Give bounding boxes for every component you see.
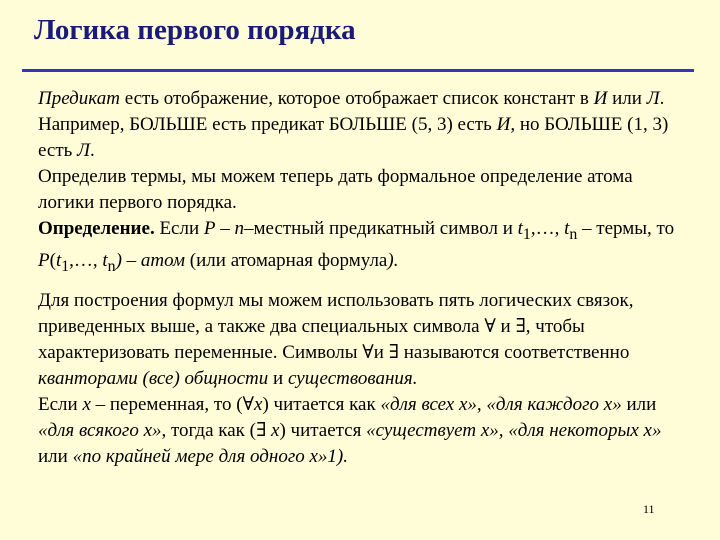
quote-exists: «по крайней мере для одного х»1). bbox=[72, 445, 349, 467]
exists-symbol: ∃ bbox=[255, 419, 267, 441]
math-sub: 1 bbox=[61, 257, 70, 275]
math-var: х bbox=[266, 419, 280, 441]
forall-symbol: ∀ bbox=[242, 393, 254, 415]
text-span: ). bbox=[387, 249, 399, 271]
math-var: t bbox=[564, 218, 570, 239]
term-atom: ) – атом bbox=[115, 249, 186, 271]
text-span: – bbox=[215, 218, 235, 239]
text-span: , тогда как ( bbox=[161, 419, 256, 441]
exists-symbol: ∃ bbox=[515, 315, 526, 337]
text-span: ) читается bbox=[279, 419, 367, 441]
forall-symbol: ∀ bbox=[484, 315, 496, 337]
value-false: Л bbox=[77, 140, 90, 161]
text-span: . bbox=[659, 88, 665, 109]
term-universal: кванторами (все) общности bbox=[38, 367, 269, 389]
text-span: Если bbox=[154, 218, 204, 239]
text-span: Если bbox=[38, 393, 83, 415]
term-predicate: Предикат bbox=[38, 88, 120, 109]
text-span: , чтобы характеризовать переменные. Символы bbox=[38, 315, 585, 363]
paragraph-predicate bbox=[38, 86, 684, 112]
term-existential: существования bbox=[287, 367, 413, 389]
definition-label: Определение. bbox=[38, 218, 155, 239]
text-span: – термы, то bbox=[577, 218, 675, 239]
quote-forall: «для всякого х» bbox=[38, 419, 162, 441]
math-var: n bbox=[234, 218, 245, 239]
slide-body bbox=[38, 86, 684, 470]
math-var: х bbox=[82, 393, 91, 415]
value-true: И bbox=[593, 88, 608, 109]
math-var: х bbox=[254, 393, 263, 415]
slide-title: Логика первого порядка bbox=[34, 14, 356, 46]
text-span: – переменная, то ( bbox=[90, 393, 243, 415]
paragraph-definition bbox=[38, 216, 684, 280]
text-span: ,…, bbox=[530, 218, 565, 239]
text-span: Для построения формул мы можем использовать пять логических связок, приведенных выше, а также два специальных символа bbox=[38, 289, 634, 337]
paragraph-quantifiers bbox=[38, 288, 684, 392]
text-span: и bbox=[268, 367, 288, 389]
math-sub: n bbox=[107, 257, 116, 275]
text-span: называются соответственно bbox=[398, 341, 630, 363]
page-number: 11 bbox=[643, 502, 655, 516]
text-span: (или атомарная формула bbox=[185, 249, 388, 271]
text-span: или bbox=[621, 393, 657, 415]
text-span: и bbox=[495, 315, 516, 337]
forall-symbol: ∀ bbox=[362, 341, 374, 363]
math-var: t bbox=[102, 249, 108, 271]
math-sub: n bbox=[569, 225, 578, 243]
paragraph-example bbox=[38, 112, 684, 164]
text-span: –местный предикатный символ и bbox=[244, 218, 518, 239]
text-span: и bbox=[373, 341, 389, 363]
paragraph-terms: Определив термы, мы можем теперь дать формальное определение атома логики первого порядка. bbox=[38, 166, 633, 213]
quote-exists: «существует х», «для некоторых х» bbox=[366, 419, 662, 441]
text-span: или bbox=[38, 445, 73, 467]
math-var: P bbox=[38, 249, 50, 271]
math-var: t bbox=[55, 249, 62, 271]
text-span: ( bbox=[49, 249, 56, 271]
paragraph-gap bbox=[38, 280, 684, 288]
exists-symbol: ∃ bbox=[388, 341, 399, 363]
text-span: или bbox=[607, 88, 647, 109]
value-false: Л bbox=[646, 88, 660, 109]
text-span: . bbox=[89, 140, 95, 161]
text-span: Например, БОЛЬШЕ есть предикат БОЛЬШЕ (5, 3) есть bbox=[38, 114, 497, 135]
text-span: ,…, bbox=[69, 249, 103, 271]
text-span: ) читается как bbox=[262, 393, 381, 415]
text-span: . bbox=[412, 367, 418, 389]
title-divider bbox=[22, 69, 694, 72]
text-span: есть отображение, которое отображает список констант в bbox=[119, 88, 594, 109]
math-sub: 1 bbox=[522, 225, 531, 243]
paragraph-reading bbox=[38, 392, 684, 470]
value-true: И, bbox=[496, 114, 516, 135]
quote-forall: «для всех х», «для каждого х» bbox=[380, 393, 622, 415]
math-var: Р bbox=[203, 218, 216, 239]
text-span: но БОЛЬШЕ (1, 3) есть bbox=[38, 114, 669, 161]
math-var: t bbox=[517, 218, 523, 239]
